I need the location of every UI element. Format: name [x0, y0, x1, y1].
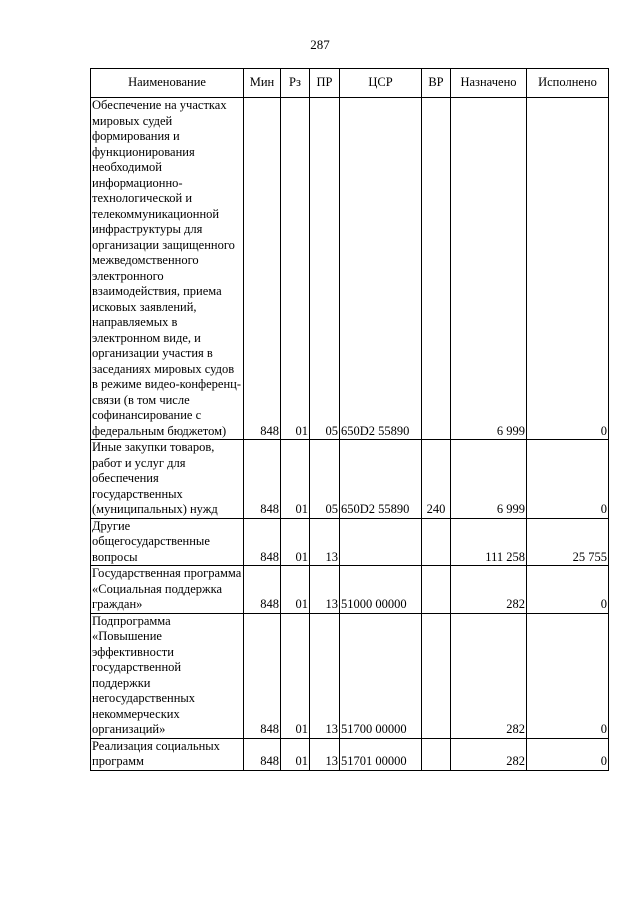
table-row — [91, 613, 609, 738]
row-rz: 01 — [281, 613, 310, 738]
row-pr: 13 — [310, 518, 340, 566]
budget-table — [90, 68, 609, 771]
row-rz: 01 — [281, 440, 310, 519]
row-csr: 650D2 55890 — [340, 440, 422, 519]
header-name: Наименование — [91, 69, 244, 98]
row-name: Реализация социальных программ — [91, 738, 244, 770]
row-executed: 0 — [527, 613, 609, 738]
header-rz: Рз — [281, 69, 310, 98]
row-csr: 51701 00000 — [340, 738, 422, 770]
row-pr: 13 — [310, 738, 340, 770]
row-pr: 13 — [310, 566, 340, 614]
header-min: Мин — [244, 69, 281, 98]
header-pr: ПР — [310, 69, 340, 98]
row-vr — [422, 566, 451, 614]
row-vr — [422, 738, 451, 770]
row-executed: 25 755 — [527, 518, 609, 566]
row-pr: 05 — [310, 98, 340, 440]
row-executed: 0 — [527, 440, 609, 519]
row-rz: 01 — [281, 518, 310, 566]
row-name: Другие общегосударственные вопросы — [91, 518, 244, 566]
row-name: Обеспечение на участках мировых судей формирования и функционирования необходимой информационно-технологической и телекоммуникационной инфраструктуры для организации защищенного межведомственного электронного взаимодействия, приема исковых заявлений, направляемых в электронном виде, и организации участия в заседаниях мировых судов в режиме видео-конференц-связи (в том числе софинансирование с федеральным бюджетом) — [91, 98, 244, 440]
page-number: 287 — [310, 37, 330, 52]
row-min: 848 — [244, 518, 281, 566]
header-csr: ЦСР — [340, 69, 422, 98]
row-min: 848 — [244, 440, 281, 519]
row-executed: 0 — [527, 98, 609, 440]
table-row — [91, 738, 609, 770]
row-vr: 240 — [422, 440, 451, 519]
row-rz: 01 — [281, 738, 310, 770]
row-assigned: 6 999 — [451, 440, 527, 519]
row-executed: 0 — [527, 738, 609, 770]
table-row — [91, 566, 609, 614]
row-vr — [422, 613, 451, 738]
table-header-row — [91, 69, 609, 98]
row-pr: 13 — [310, 613, 340, 738]
row-min: 848 — [244, 566, 281, 614]
row-rz: 01 — [281, 566, 310, 614]
row-vr — [422, 518, 451, 566]
row-name: Подпрограмма «Повышение эффективности государственной поддержки негосударственных некоммерческих организаций» — [91, 613, 244, 738]
row-name: Государственная программа «Социальная поддержка граждан» — [91, 566, 244, 614]
table-row — [91, 98, 609, 440]
table-row — [91, 440, 609, 519]
row-executed: 0 — [527, 566, 609, 614]
row-min: 848 — [244, 738, 281, 770]
row-assigned: 111 258 — [451, 518, 527, 566]
row-assigned: 282 — [451, 566, 527, 614]
row-csr: 51700 00000 — [340, 613, 422, 738]
row-assigned: 6 999 — [451, 98, 527, 440]
row-csr: 51000 00000 — [340, 566, 422, 614]
row-assigned: 282 — [451, 613, 527, 738]
row-pr: 05 — [310, 440, 340, 519]
row-assigned: 282 — [451, 738, 527, 770]
row-min: 848 — [244, 613, 281, 738]
row-min: 848 — [244, 98, 281, 440]
header-assigned: Назначено — [451, 69, 527, 98]
row-rz: 01 — [281, 98, 310, 440]
row-name: Иные закупки товаров, работ и услуг для обеспечения государственных (муниципальных) нужд — [91, 440, 244, 519]
row-csr — [340, 518, 422, 566]
row-vr — [422, 98, 451, 440]
header-vr: ВР — [422, 69, 451, 98]
table-row — [91, 518, 609, 566]
header-executed: Исполнено — [527, 69, 609, 98]
row-csr: 650D2 55890 — [340, 98, 422, 440]
